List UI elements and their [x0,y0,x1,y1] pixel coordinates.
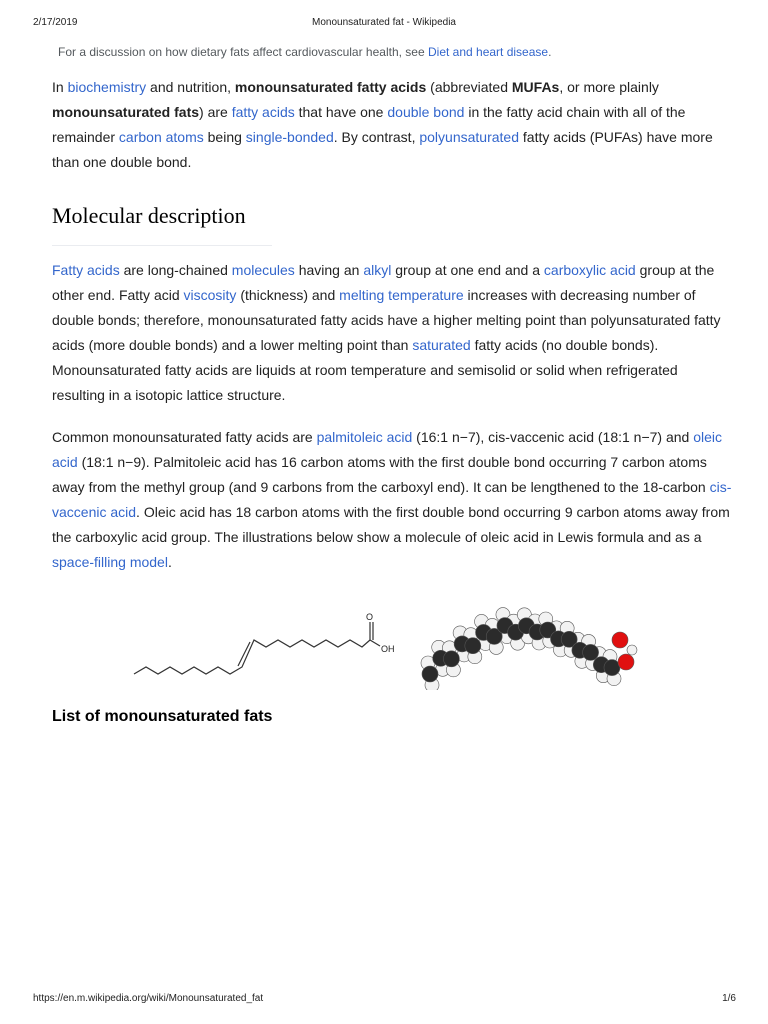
link-carbon-atoms[interactable]: carbon atoms [118,129,204,145]
carbon-atom [465,638,481,654]
text: that have one [294,104,388,120]
link-saturated[interactable]: saturated [412,337,471,353]
carbon-chain-bond [134,640,370,674]
hatnote [58,45,738,59]
text: increases with decreasing number of double bonds; therefore, monounsaturated fatty acids have a higher melting point than polyunsaturated fatty acids (more double bonds) and a lower melting point than [52,287,721,353]
link-molecules[interactable]: molecules [231,262,295,278]
bold-term: MUFAs [511,79,560,95]
print-date: 2/17/2019 [33,17,78,28]
text: in the fatty acid chain with all of the remainder [52,104,686,145]
text: ) are [199,104,232,120]
bold-term: monounsaturated fats [52,104,200,120]
hatnote-end: . [548,45,552,59]
print-title: Monounsaturated fat - Wikipedia [312,17,456,28]
text: (18:1 n−9). Palmitoleic acid has 16 carbon atoms with the first double bond occurring 7 carbon atoms away from the methyl group (and 9 carbons from the carboxyl end). It can be lengthened to the 18-carbon [52,454,710,495]
link-carboxylic-acid[interactable]: carboxylic acid [543,262,636,278]
link-oleic-acid[interactable]: oleic acid [52,429,723,470]
intro-paragraph [52,75,732,175]
carbon-atom [443,651,459,667]
bold-term: monounsaturated fatty acids [234,79,427,95]
link-alkyl[interactable]: alkyl [363,262,392,278]
link-fatty-acids-2[interactable]: Fatty acids [52,262,120,278]
section-heading-molecular: Molecular description [52,203,246,228]
lewis-structure-icon[interactable] [124,608,406,686]
hydroxyl-bond [370,640,380,646]
link-fatty-acids[interactable]: fatty acids [231,104,295,120]
oxygen-label: O [366,612,374,622]
link-space-filling-model[interactable]: space-filling model [52,554,168,570]
carbon-atom [604,660,620,676]
section-heading-list: List of monounsaturated fats [52,708,273,725]
text: are long-chained [119,262,232,278]
link-diet-heart-disease[interactable]: Diet and heart disease [427,45,549,59]
text: and nutrition, [146,79,235,95]
text: (thickness) and [236,287,340,303]
link-biochemistry[interactable]: biochemistry [67,79,147,95]
link-viscosity[interactable]: viscosity [183,287,237,303]
text: In [52,79,68,95]
link-cis-vaccenic-acid[interactable]: cis-vaccenic acid [52,479,732,520]
molecular-paragraph-2 [52,425,732,575]
hydroxyl-label: OH [381,644,395,654]
text: , or more plainly [559,79,659,95]
carbon-atom [422,666,438,682]
link-double-bond[interactable]: double bond [387,104,465,120]
link-single-bonded[interactable]: single-bonded [245,129,334,145]
link-polyunsaturated[interactable]: polyunsaturated [419,129,519,145]
space-filling-model-icon[interactable] [418,600,640,690]
print-page-number: 1/6 [722,993,736,1004]
heading-divider [52,245,272,246]
link-melting-temperature[interactable]: melting temperature [339,287,464,303]
text: group at the other end. Fatty acid [52,262,715,303]
text: . Oleic acid has 18 carbon atoms with the first double bond occurring 9 carbon atoms away from the carboxylic acid group. The illustrations below show a molecule of oleic acid in Lewis formula and as a [52,504,730,545]
link-palmitoleic-acid[interactable]: palmitoleic acid [316,429,413,445]
hydrogen-atom [627,645,637,655]
text: group at one end and a [391,262,544,278]
carbon-atom [583,644,599,660]
text: fatty acids (PUFAs) have more than one double bond. [52,129,713,170]
text: (16:1 n−7), cis-vaccenic acid (18:1 n−7) and [412,429,694,445]
print-url: https://en.m.wikipedia.org/wiki/Monounsaturated_fat [33,993,264,1004]
text: (abbreviated [426,79,512,95]
text: being [203,129,246,145]
text: fatty acids (no double bonds). Monounsaturated fatty acids are liquids at room temperature and semisolid or solid when refrigerated resulting in a isotopic lattice structure. [52,337,678,403]
oxygen-atom [618,654,634,670]
oxygen-atom [612,632,628,648]
molecular-paragraph-1 [52,258,732,408]
text: having an [294,262,364,278]
text: . [167,554,172,570]
text: Common monounsaturated fatty acids are [52,429,317,445]
hatnote-text: For a discussion on how dietary fats affect cardiovascular health, see [58,45,428,59]
text: . By contrast, [333,129,420,145]
